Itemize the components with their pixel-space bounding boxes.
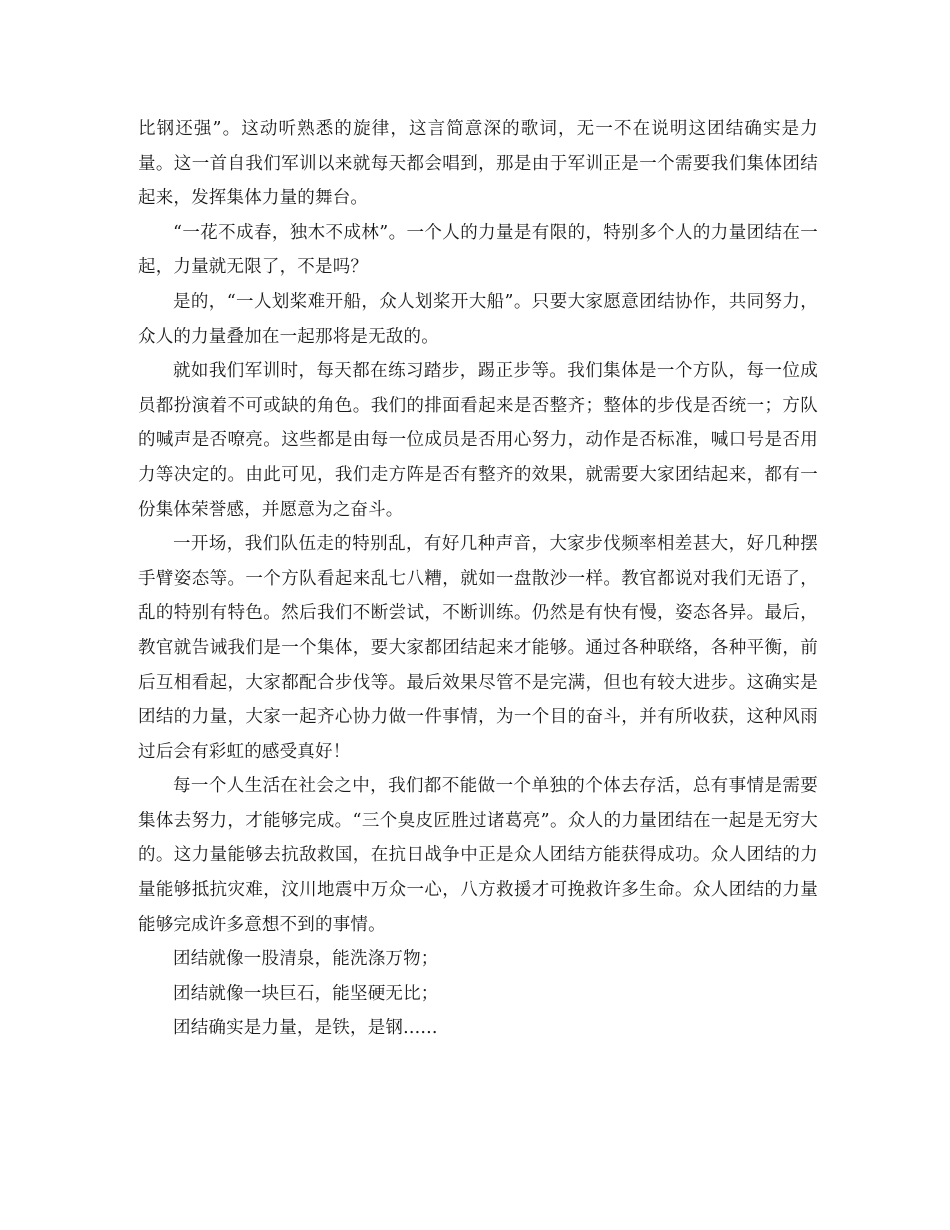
paragraph-4: 就如我们军训时，每天都在练习踏步，踢正步等。我们集体是一个方队，每一位成员都扮演着不可或缺的角色。我们的排面看起来是否整齐；整体的步伐是否统一；方队的喊声是否嘹亮。这些都是由每一位成员是否用心努力，动作是否标准，喊口号是否用力等决定的。由此可见，我们走方阵是否有整齐的效果，就需要大家团结起来，都有一份集体荣誉感，并愿意为之奋斗。 [138,361,818,520]
paragraph-3: 是的，“一人划桨难开船，众人划桨开大船”。只要大家愿意团结协作，共同努力，众人的力量叠加在一起那将是无敌的。 [138,291,818,347]
paragraph-6: 每一个人生活在社会之中，我们都不能做一个单独的个体去存活，总有事情是需要集体去努力，才能够完成。“三个臭皮匠胜过诸葛亮”。众人的力量团结在一起是无穷大的。这力量能够去抗敌救国，在抗日战争中正是众人团结方能获得成功。众人团结的力量能够抵抗灾难，汶川地震中万众一心，八方救援才可挽救许多生命。众人团结的力量能够完成许多意想不到的事情。 [138,776,818,935]
paragraph-1: 比钢还强”。这动听熟悉的旋律，这言简意深的歌词，无一不在说明这团结确实是力量。这一首自我们军训以来就每天都会唱到，那是由于军训正是一个需要我们集体团结起来，发挥集体力量的舞台。 [138,119,818,209]
document-body [138,112,818,1046]
paragraph-5: 一开场，我们队伍走的特别乱，有好几种声音，大家步伐频率相差甚大，好几种摆手臂姿态等。一个方队看起来乱七八糟，就如一盘散沙一样。教官都说对我们无语了，乱的特别有特色。然后我们不断尝试，不断训练。仍然是有快有慢，姿态各异。最后，教官就告诫我们是一个集体，要大家都团结起来才能够。通过各种联络，各种平衡，前后互相看起，大家都配合步伐等。最后效果尽管不是完满，但也有较大进步。这确实是团结的力量，大家一起齐心协力做一件事情，为一个目的奋斗，并有所收获，这种风雨过后会有彩虹的感受真好！ [138,534,818,762]
paragraph-7: 团结就像一股清泉，能洗涤万物； [173,949,439,970]
paragraph-9: 团结确实是力量，是铁，是钢...... [173,1018,438,1039]
paragraph-8: 团结就像一块巨石，能坚硬无比； [173,983,439,1004]
paragraph-2: “一花不成春，独木不成林”。一个人的力量是有限的，特别多个人的力量团结在一起，力量就无限了，不是吗？ [138,222,818,278]
